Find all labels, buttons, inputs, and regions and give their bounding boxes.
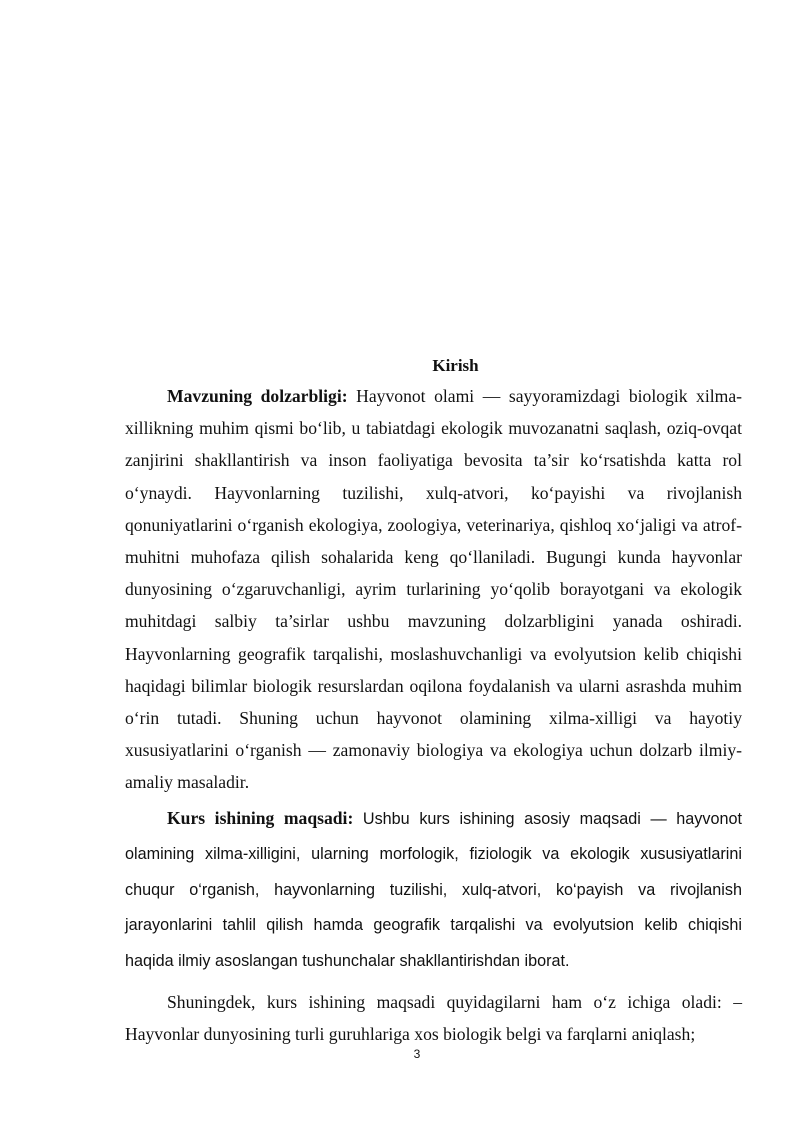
paragraph-text-goal: Ushbu kurs ishining asosiy maqsadi — hayvonot olamining xilma-xilligini, ularning morfologik, fiziologik va ekologik xususiyatlarini chuqur o‘rganish, hayvonlarning tuzilishi, xulq-atvori, ko‘payish va rivojlanish jarayonlarini tahlil qilish hamda geografik tarqalishi va evolyutsion kelib chiqishi haqida ilmiy asoslangan tushunchalar shakllantirishdan iborat. (125, 809, 742, 970)
paragraph-relevance (125, 380, 742, 799)
list-item: – Hayvonlar dunyosining turli guruhlariga xos biologik belgi va farqlarni aniqlash; (125, 992, 742, 1045)
page-content (125, 352, 742, 1050)
paragraph-additional (125, 986, 742, 1050)
paragraph-text-additional: Shuningdek, kurs ishining maqsadi quyidagilarni ham o‘z ichiga oladi: (167, 992, 722, 1013)
section-heading: Kirish (432, 356, 479, 375)
paragraph-text-relevance: Hayvonot olami — sayyoramizdagi biologik xilma-xillikning muhim qismi bo‘lib, u tabiatdagi ekologik muvozanatni saqlash, oziq-ovqat zanjirini shakllantirish va inson faoliyatiga bevosita ta’sir ko‘rsatishda katta rol o‘ynaydi. Hayvonlarning tuzilishi, xulq-atvori, ko‘payishi va rivojlanish qonuniyatlarini o‘rganish ekologiya, zoologiya, veterinariya, qishloq xo‘jaligi va atrof-muhitni muhofaza qilish sohalarida keng qo‘llaniladi. Bugungi kunda hayvonlar dunyosining o‘zgaruvchanligi, ayrim turlarining yo‘qolib borayotgani va ekologik muhitdagi salbiy ta’sirlar ushbu mavzuning dolzarbligini yanada oshiradi. Hayvonlarning geografik tarqalishi, moslashuvchanligi va evolyutsion kelib chiqishi haqidagi bilimlar biologik resurslardan oqilona foydalanish va ularni asrashda muhim o‘rin tutadi. Shuning uchun hayvonot olamining xilma-xilligi va hayotiy xususiyatlarini o‘rganish — zamonaviy biologiya va ekologiya uchun dolzarb ilmiy-amaliy masaladir. (125, 386, 742, 793)
paragraph-lead-goal: Kurs ishining maqsadi: (167, 807, 354, 828)
paragraph-goal (125, 801, 742, 979)
page-number: 3 (413, 1047, 421, 1061)
paragraph-lead-relevance: Mavzuning dolzarbligi: (167, 386, 348, 406)
